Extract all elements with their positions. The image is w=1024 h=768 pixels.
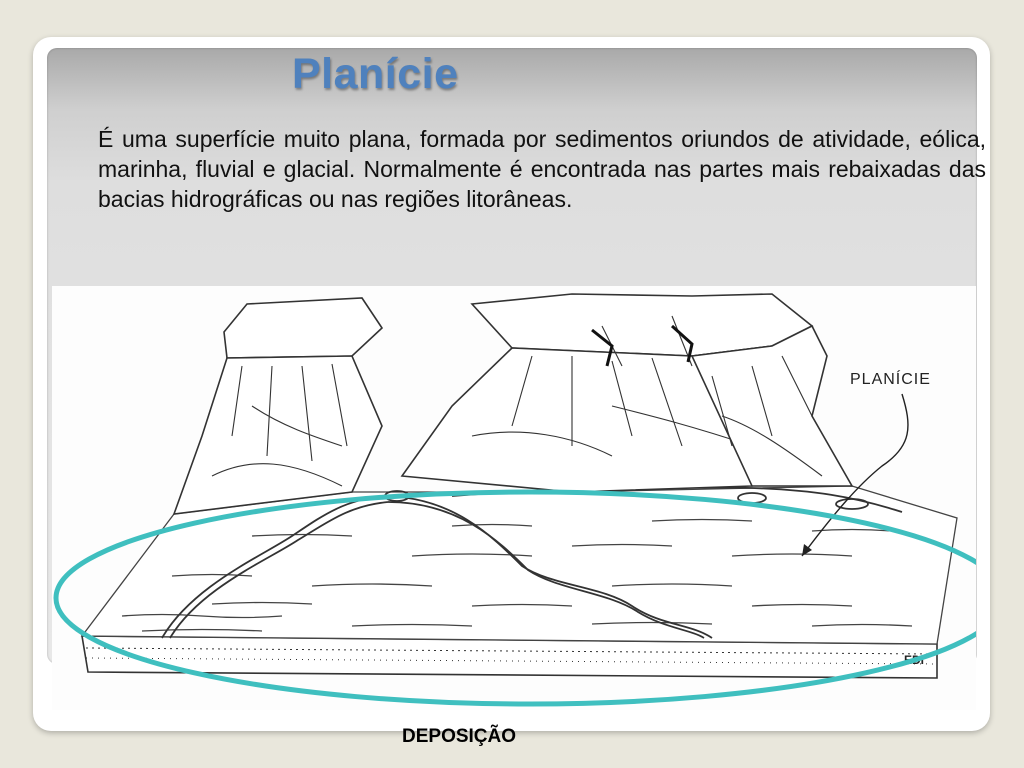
slide-body-text: É uma superfície muito plana, formada por sedimentos oriundos de atividade, eólica, marinha, fluvial e glacial. Normalmente é encontrada nas partes mais rebaixadas das bacias hidrográficas ou nas regiões litorâneas.	[98, 126, 986, 212]
slide-title: Planície	[292, 50, 459, 98]
plain-illustration	[52, 286, 976, 710]
illustration-label: PLANÍCIE	[850, 371, 931, 388]
deposition-caption: DEPOSIÇÃO	[402, 726, 517, 747]
illustration-corner-mark: EDI	[904, 653, 925, 667]
